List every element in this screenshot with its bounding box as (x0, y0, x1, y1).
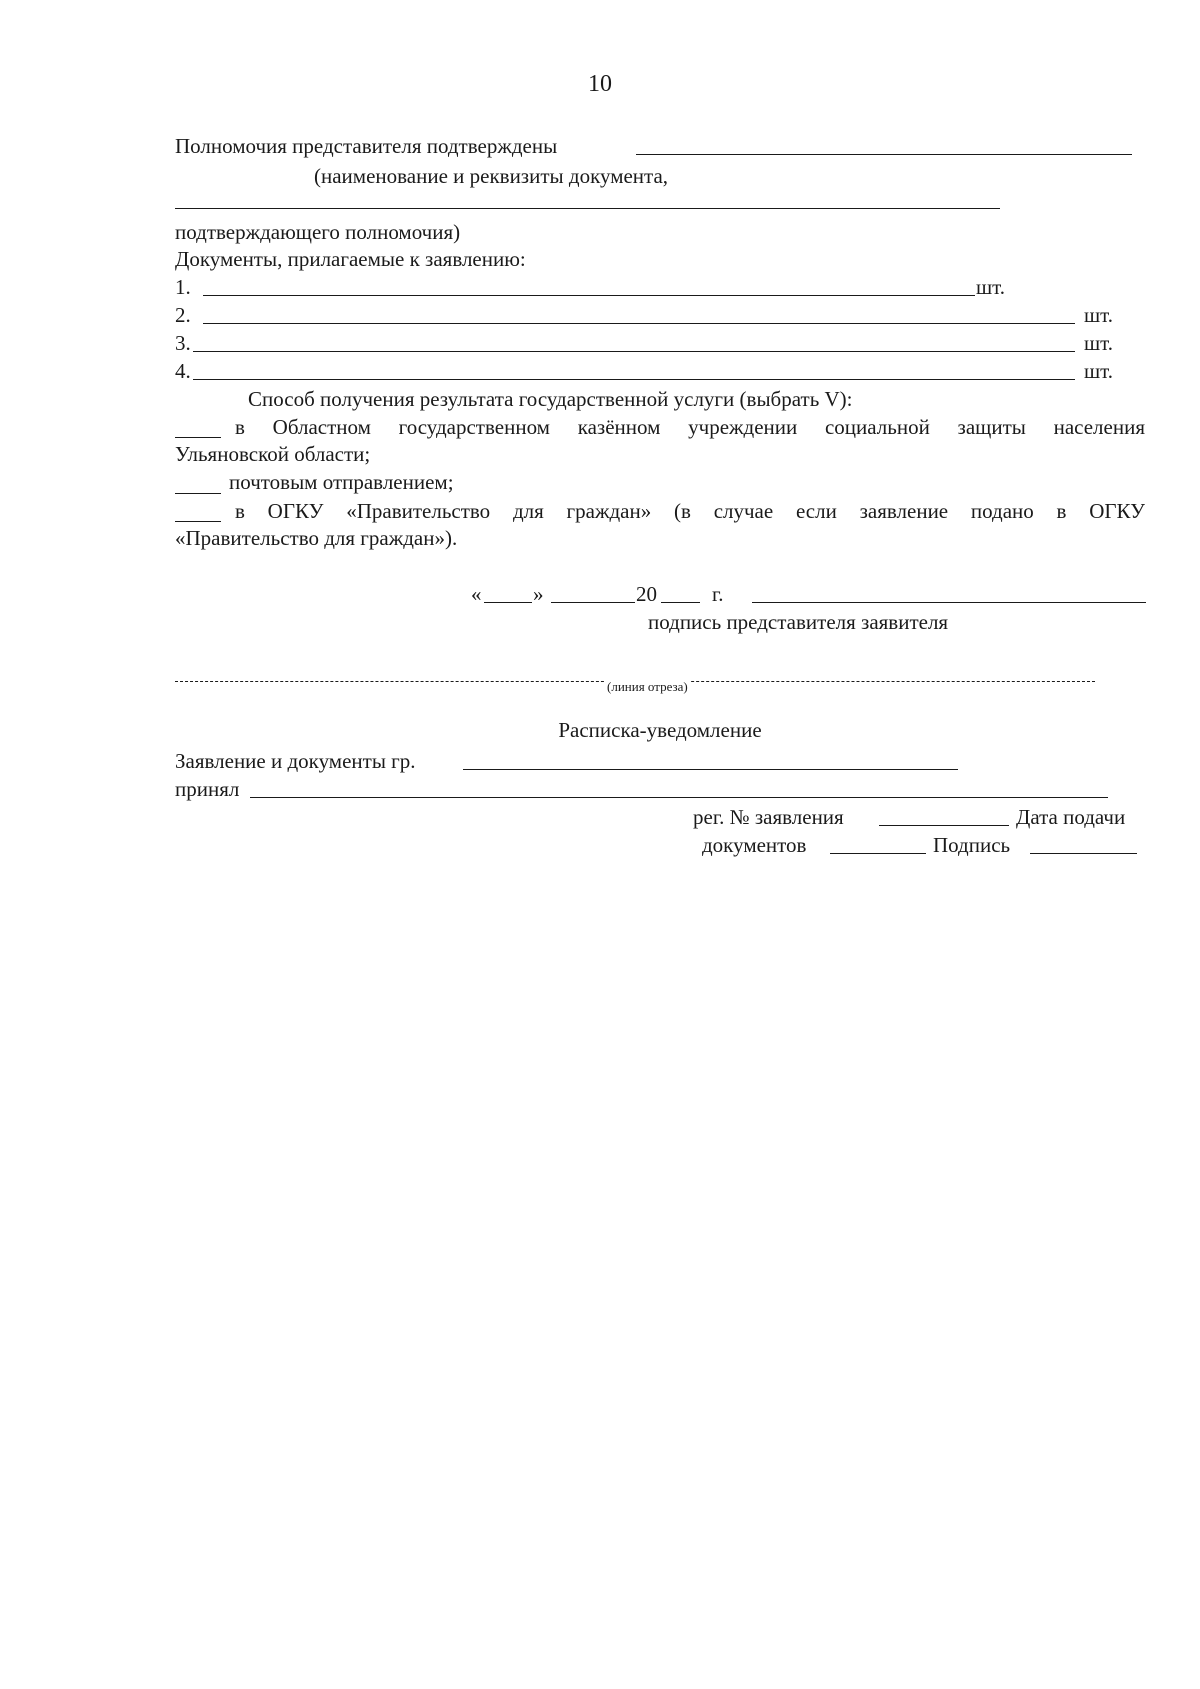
authority-hint-2: подтверждающего полномочия) (175, 220, 461, 244)
authority-hint-1: (наименование и реквизиты документа, (314, 164, 669, 188)
date-year-field[interactable] (661, 602, 700, 603)
receipt-docs-label: документов (702, 833, 807, 857)
document-item-unit: шт. (976, 275, 1006, 299)
receipt-date-label: Дата подачи (1016, 805, 1126, 829)
page-number: 10 (588, 71, 612, 97)
documents-heading: Документы, прилагаемые к заявлению: (175, 247, 526, 271)
receipt-accepted-label: принял (175, 777, 240, 801)
date-month-field[interactable] (551, 602, 635, 603)
document-item-num: 3. (175, 331, 191, 355)
receipt-applicant-field[interactable] (463, 769, 958, 770)
delivery-option-mfc-line2: «Правительство для граждан»). (175, 526, 458, 550)
receipt-sign-label: Подпись (933, 833, 1011, 857)
document-item-unit: шт. (1084, 303, 1114, 327)
delivery-option-mfc-line1: в ОГКУ «Правительство для граждан» (в случае если заявление подано в ОГКУ (235, 499, 1145, 523)
authority-fill-line-2[interactable] (175, 208, 1000, 209)
document-item-num: 2. (175, 303, 191, 327)
authority-fill-line[interactable] (636, 154, 1132, 155)
signature-field[interactable] (752, 602, 1146, 603)
date-quote-open: « (471, 582, 482, 606)
receipt-reg-label: рег. № заявления (693, 805, 844, 829)
receipt-sign-field[interactable] (1030, 853, 1137, 854)
authority-label: Полномочия представителя подтверждены (175, 134, 558, 158)
delivery-option-checkbox-mail[interactable] (175, 493, 221, 494)
document-item-fill-line[interactable] (193, 351, 1075, 352)
receipt-reg-field[interactable] (879, 825, 1009, 826)
delivery-option-office-line1: в Областном государственном казённом учреждении социальной защиты населения (235, 415, 1145, 439)
document-item-num: 4. (175, 359, 191, 383)
receipt-applicant-label: Заявление и документы гр. (175, 749, 416, 773)
document-item-fill-line[interactable] (193, 379, 1075, 380)
document-item-fill-line[interactable] (203, 295, 975, 296)
signature-caption: подпись представителя заявителя (648, 610, 949, 634)
document-item-fill-line[interactable] (203, 323, 1075, 324)
cut-line-label: (линия отреза) (604, 679, 691, 694)
delivery-option-office-line2: Ульяновской области; (175, 442, 371, 466)
date-year-suffix: г. (712, 582, 724, 606)
document-item-unit: шт. (1084, 331, 1114, 355)
date-year-prefix: 20 (636, 582, 657, 606)
delivery-option-checkbox-office[interactable] (175, 437, 221, 438)
date-quote-close: » (533, 582, 544, 606)
delivery-heading: Способ получения результата государственной услуги (выбрать V): (248, 387, 853, 411)
delivery-option-mail: почтовым отправлением; (229, 470, 454, 494)
receipt-docs-field[interactable] (830, 853, 926, 854)
date-day-field[interactable] (484, 602, 532, 603)
delivery-option-checkbox-mfc[interactable] (175, 521, 221, 522)
receipt-title: Расписка-уведомление (558, 718, 762, 742)
document-item-unit: шт. (1084, 359, 1114, 383)
document-item-num: 1. (175, 275, 191, 299)
receipt-accepted-field[interactable] (250, 797, 1108, 798)
